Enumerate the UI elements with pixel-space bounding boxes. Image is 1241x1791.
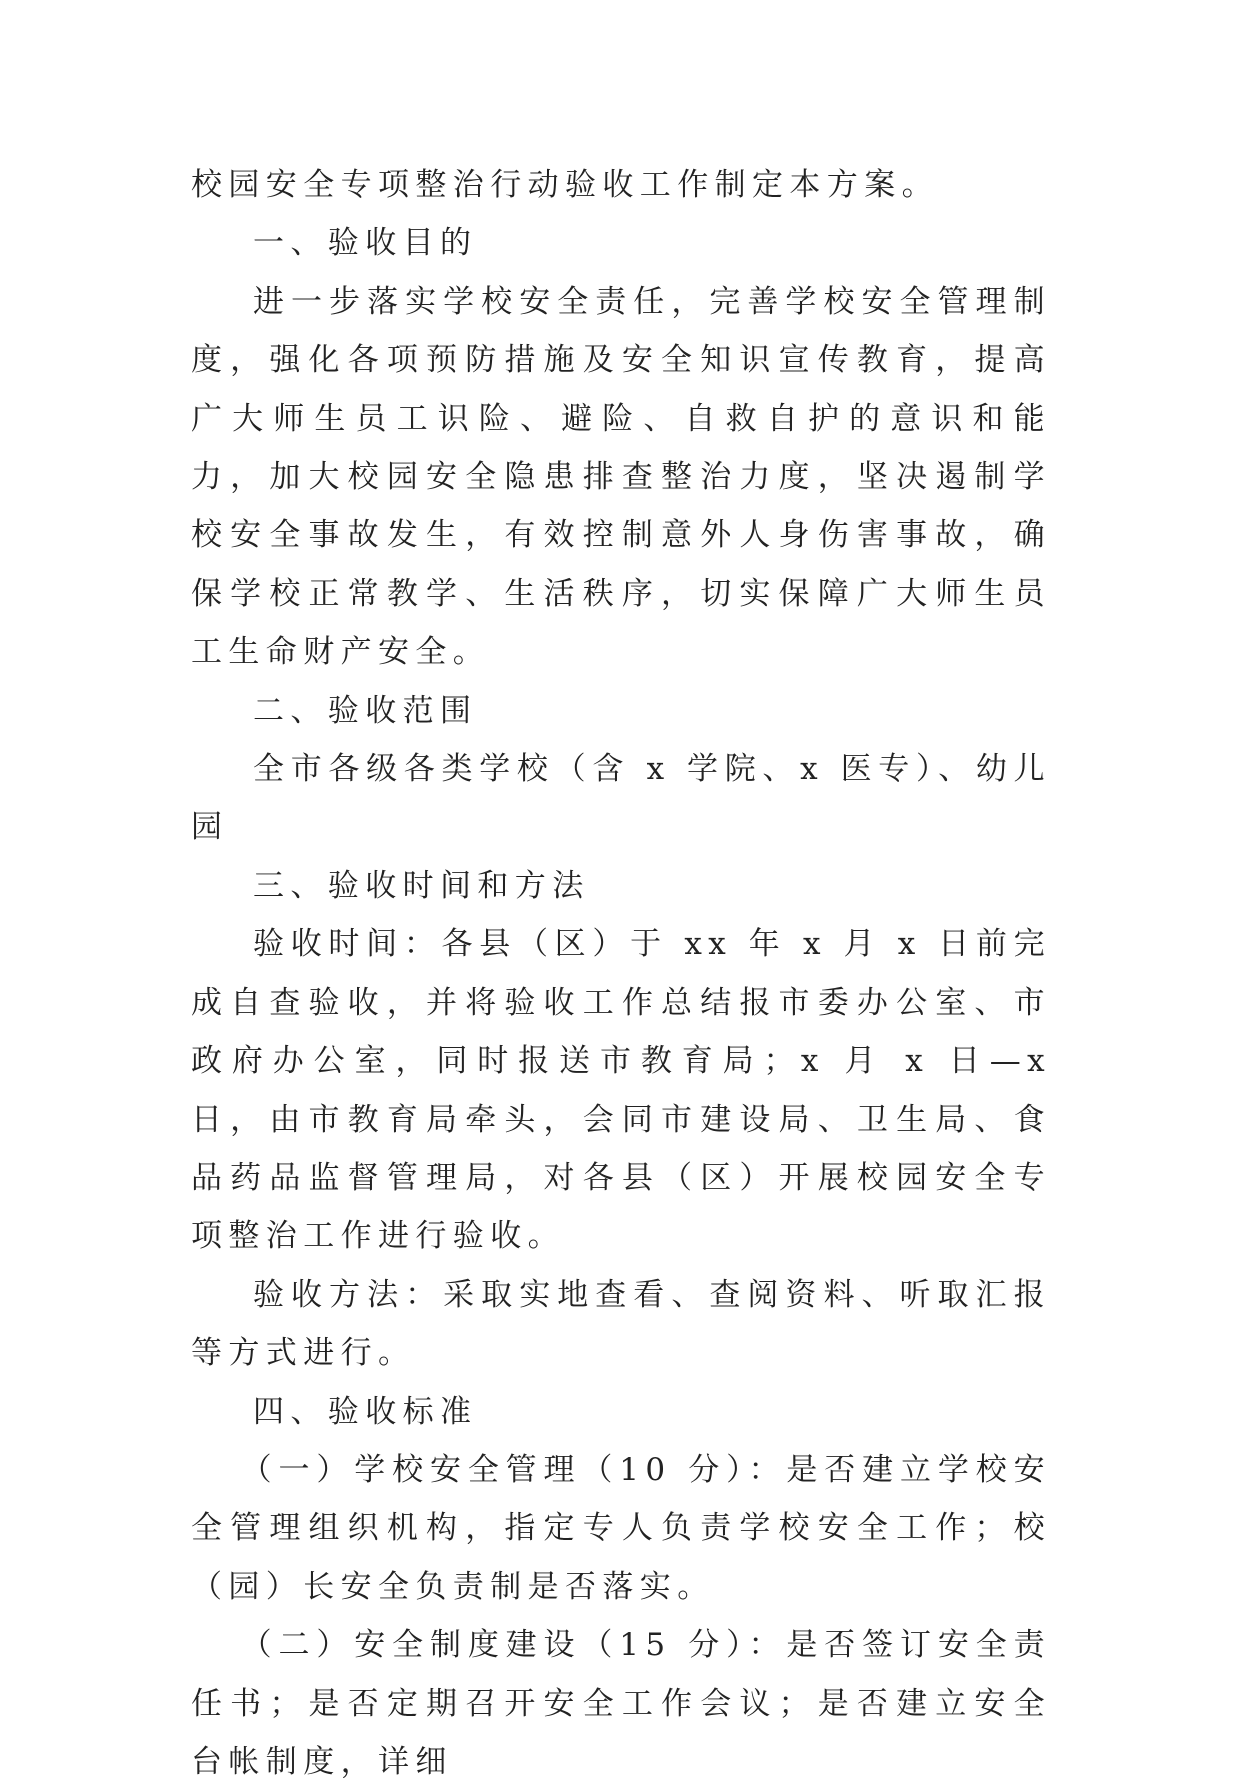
paragraph-time: 验收时间：各县（区）于 xx 年 x 月 x 日前完成自查验收，并将验收工作总结报市委办公室、市政府办公室，同时报送市教育局；x 月 x 日—x 日，由市教育局牵头，会同市建设局、卫生局、食品药品监督管理局，对各县（区）开展校园安全专项整治工作进行验收。 (191, 926, 1051, 1255)
section-heading-standards: 四、验收标准 (253, 1393, 478, 1430)
paragraph-method: 验收方法：采取实地查看、查阅资料、听取汇报等方式进行。 (191, 1276, 1051, 1372)
section-heading-scope: 二、验收范围 (253, 692, 478, 729)
section-heading-time-method: 三、验收时间和方法 (253, 867, 590, 904)
standard-item-system: （二）安全制度建设（15 分）：是否签订安全责任书；是否定期召开安全工作会议；是否建立安全台帐制度，详细 (191, 1627, 1051, 1780)
standard-item-management: （一）学校安全管理（10 分）：是否建立学校安全管理组织机构，指定专人负责学校安全工作；校（园）长安全负责制是否落实。 (191, 1451, 1051, 1605)
section-heading-purpose: 一、验收目的 (253, 225, 478, 262)
paragraph-scope: 全市各级各类学校（含 x 学院、x 医专）、幼儿园 (191, 751, 1051, 846)
document-body (191, 156, 1051, 1791)
paragraph-purpose: 进一步落实学校安全责任，完善学校安全管理制度，强化各项预防措施及安全知识宣传教育，提高广大师生员工识险、避险、自救自护的意识和能力，加大校园安全隐患排查整治力度，坚决遏制学校安全事故发生，有效控制意外人身伤害事故，确保学校正常教学、生活秩序，切实保障广大师生员工生命财产安全。 (191, 283, 1051, 671)
paragraph-continuation: 校园安全专项整治行动验收工作制定本方案。 (191, 167, 939, 203)
